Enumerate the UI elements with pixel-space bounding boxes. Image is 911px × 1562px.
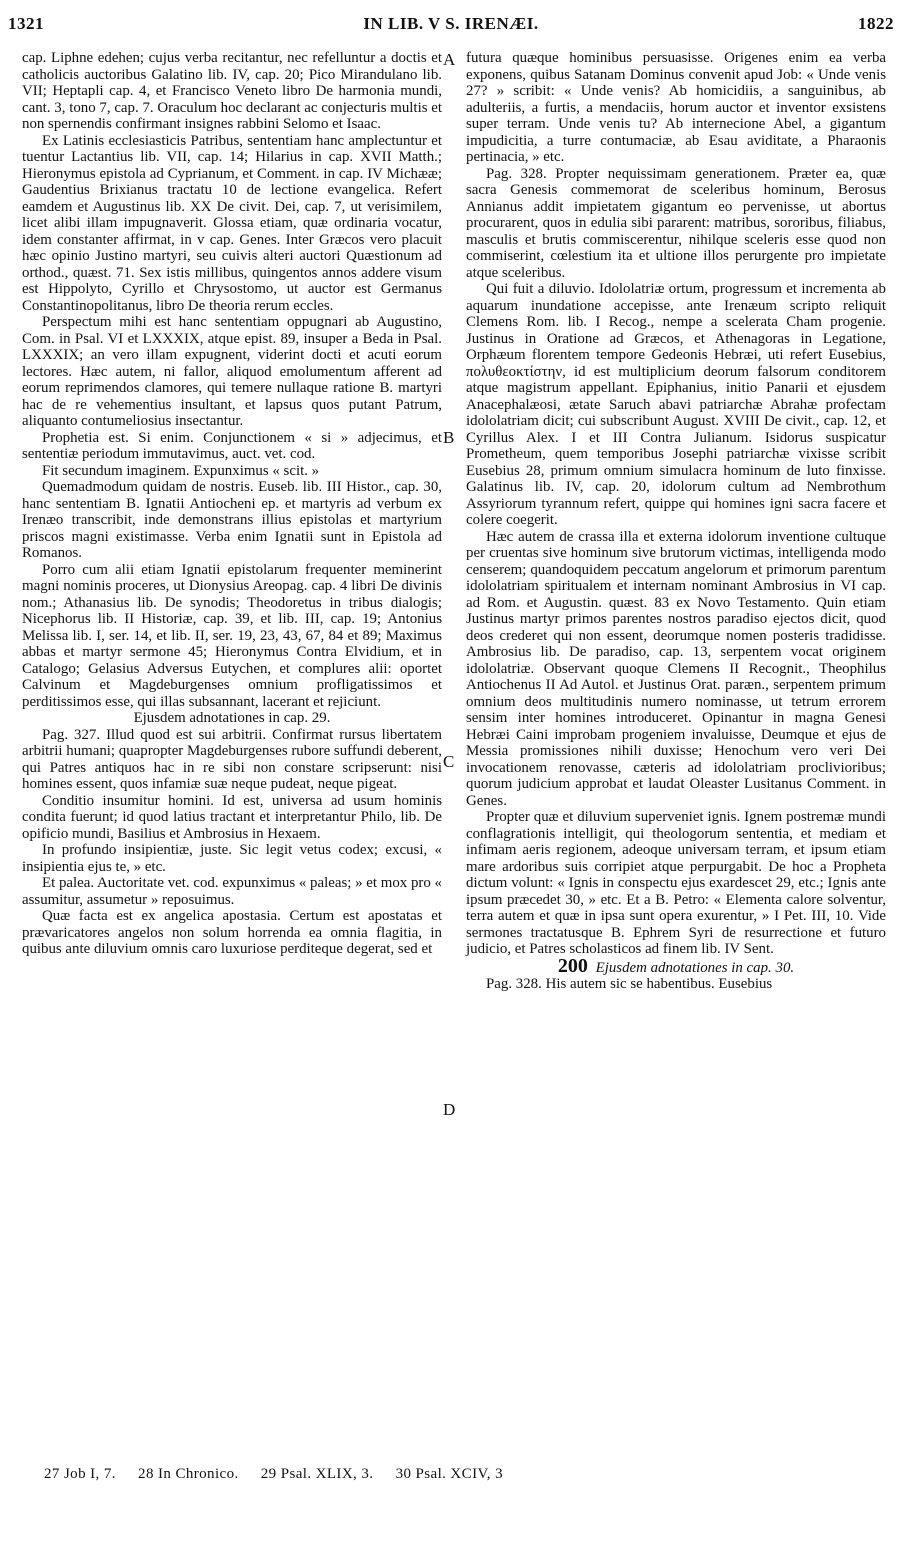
column-number-right: 1822: [858, 14, 894, 33]
paragraph: Pag. 327. Illud quod est sui arbitrii. Confirmat rursus libertatem arbitrii humani; quapropter Magdeburgenses rubore suffundi deberent, qui Patres antiquos hac in re sibi non constare scripserunt: nisi homines essent, quos infamiæ suæ neque pudeat, neque pigeat.: [22, 726, 442, 792]
paragraph: Porro cum alii etiam Ignatii epistolarum frequenter meminerint magni nominis proceres, ut Dionysius Areopag. cap. 4 libri De divinis nom.; Athanasius lib. De synodis; Theodoretus in tribus dialogis; Nicephorus lib. II Historiæ, cap. 39, et lib. III, cap. 19; Antonius Melissa lib. I, ser. 14, et lib. II, ser. 19, 23, 43, 67, 84 et 89; Maximus abbas et martyr sermone 45; Hieronymus Contra Elvidium, et in Catalogo; Gelasius Adversus Eutychen, et complures alii: oportet Calvinum et Magdeburgenses omnium profligatissimos et perditissimos esse, qui illas subsannant, lacerant et rejiciunt.: [22, 561, 442, 710]
footnote: 27 Job I, 7.: [44, 1466, 116, 1482]
footnote: 30 Psal. XCIV, 3: [395, 1466, 503, 1482]
paragraph: Prophetia est. Si enim. Conjunctionem « si » adjecimus, et sententiæ periodum immutavimus, auct. vet. cod.: [22, 429, 442, 462]
paragraph: Pag. 328. His autem sic se habentibus. Eusebius: [486, 976, 773, 992]
margin-marker: D: [443, 1100, 456, 1119]
paragraph: In profundo insipientiæ, juste. Sic legit vetus codex; excusi, « insipientia ejus te, » etc.: [22, 842, 442, 875]
right-column: [466, 50, 886, 993]
volume-page-number: 200: [557, 954, 588, 977]
page-header: [8, 14, 894, 40]
paragraph: Fit secundum imaginem. Expunximus « scit. »: [42, 462, 320, 479]
running-title: IN LIB. V S. IRENÆI.: [363, 14, 539, 33]
paragraph: Pag. 328. Propter nequissimam generationem. Præter ea, quæ sacra Genesis commemorat de sceleribus hominum, Berosus Annianus addit impietatem gigantum eo pervenisse, ut abortus procurarent, quos in edulia sibi pararent: matribus, sororibus, filiabus, masculis et brutis commiscerentur, nihilque sceleris esse quod non commiserint, cœlestium ita et ultione illos perurgente pro impietate atque sceleribus.: [466, 165, 886, 281]
section-heading: Ejusdem adnotationes in cap. 29.: [133, 710, 331, 726]
paragraph: cap. Liphne edehen; cujus verba recitantur, nec refelluntur a doctis et catholicis auctoribus Galatino lib. IV, cap. 20; Pico Mirandulano lib. VII; Heptapli cap. 4, et Francisco Veneto libro De harmonia mundi, cant. 3, tono 7, cap. 7. Oraculum hoc declarant ac conjecturis multis et non spernendis confirmant insignes rabbini Selomo et Isaac.: [22, 50, 442, 132]
paragraph: Hæc autem de crassa illa et externa idolorum inventione cultuque per cruentas sive hominum sive brutorum victimas, intelligenda modo censerem; quandoquidem peccatum angelorum et primorum parentum idololatriam spiritualem et internam nominant Ambrosius in VI cap. ad Rom. et Augustin. quæst. 83 ex Novo Testamento. Quin etiam Justinus martyr primos parentes nostros paradiso ejectos dicit, quod deos crederet qui non essent, deorumque nomen posteris tradidisse. Ambrosius lib. De paradiso, cap. 13, serpentem vocat originem idololatriæ. Observant quoque Clemens II Recognit., Theophilus Antiochenus II Ad Autol. et Justinus Orat. paræn., serpentem primum omnium deos multitudinis numero nominasse, ut tetrum errorem sensim inter homines introduceret. Opinantur in magna Genesi Hebræi Caini improbam progeniem invaluisse, Deumque et ejus de Messia promissiones nihili duxisse; Henochum vero veri Dei invocationem renovasse, cæteris ad idololatriam proclivioribus; quorum judicium approbat et laudat Oleaster Lusitanus Comment. in Genes.: [466, 528, 886, 809]
left-column: [22, 50, 442, 958]
paragraph: Ex Latinis ecclesiasticis Patribus, sententiam hanc amplectuntur et tuentur Lactantius lib. VII, cap. 14; Hilarius in cap. XVII Matth.; Hieronymus epistola ad Cyprianum, et Comment. in cap. IV Michææ; Gaudentius Brixianus tractatu 10 de lectione evangelica. Refert eamdem et Augustinus lib. XX De civit. Dei, cap. 7, ut verisimilem, licet alibi illam impugnaverit. Glossa etiam, quæ ordinaria vocatur, idem constanter affirmat, in v cap. Genes. Inter Græcos vero placuit hæc opinio Justino martyri, seu cuivis alteri auctori Quæstionum ad orthod., quæst. 71. Sex istis millibus, quingentos annos addere visum est Hippolyto, Cyrillo et Chrysostomo, ut auctor est Germanus Constantinopolitanus, libro De theoria rerum eccles.: [22, 132, 442, 314]
paragraph: Quæ facta est ex angelica apostasia. Certum est apostatas et prævaricatores angelos non solum horrenda ea omnia flagitia, in quibus ante diluvium omnis caro luxuriose perditeque degerat, sed et: [22, 908, 442, 957]
footnotes: [44, 1466, 521, 1483]
paragraph: Propter quæ et diluvium superveniet ignis. Ignem postremæ mundi conflagrationis intelligit, qui theologorum sententia, et mediam et infimam aeris regionem, adeoque universam terram, et ipsum etiam mare ardoribus suis corripiet atque perpurgabit. De hoc a Propheta dictum volunt: « Ignis in conspectu ejus exardescet 29, etc.; Ignis ante ipsum præcedet 30, » etc. Et a B. Petro: « Elementa calore solventur, terra autem et quæ in ipsa sunt opera exurentur, » I Pet. III, 10. Vide sermones tractatusque B. Ephrem Syri de resurrectione et futuro judicio, et Patres scholasticos ad finem lib. IV Sent.: [466, 809, 886, 957]
column-number-left: 1321: [8, 14, 44, 33]
section-heading-30: [466, 954, 886, 977]
paragraph: Conditio insumitur homini. Id est, universa ad usum hominis condita fuerunt; id quod latius tractant et interpretantur Philo, lib. De opificio mundi, Basilius et Ambrosius in Hexaem.: [22, 792, 442, 842]
margin-marker: A: [443, 50, 456, 69]
paragraph: Perspectum mihi est hanc sententiam oppugnari ab Augustino, Com. in Psal. VI et LXXXIX, atque epist. 89, insuper a Beda in Psal. LXXXIX; an vero illam expugnent, viderint docti et acuti eorum lectores. Hæc autem, ni fallor, aliquod emolumentum afferent ad eorum reprimendos clamores, qui temere nullaque ratione B. martyri hac de re vehementius insultant, et lapsus quos putant Patrum, aliquanto contumeliosius insectantur.: [22, 314, 442, 429]
paragraph: futura quæque hominibus persuasisse. Origenes enim ea verba exponens, quibus Satanam Dominus convenit apud Job: « Unde venis 27? » scribit: « Unde venis? Ab homicidiis, a sanguinibus, ab adulteriis, a furtis, a mendaciis, horum auctor et inventor exsistens super terram. Unde venis tu? Ab internecione Abel, a gigantum impudicitia, a turre contumaciæ, ab Esau aviditate, a Pharaonis pertinacia, » etc.: [466, 50, 886, 165]
paragraph: Qui fuit a diluvio. Idololatriæ ortum, progressum et incrementa ab aquarum inundatione accepisse, ante Irenæum scripto reliquit Clemens Rom. lib. I Recog., nempe a scelerata Cham progenie. Justinus in Oratione ad Græcos, et Athenagoras in Legatione, Orphæum florentem tempore Gedeonis Hebræi, uti refert Eusebius, πολυθεοκτίστην, id est multiplicium deorum falsorum conditorem atque magistrum appellant. Epiphanius, initio Panarii et ejusdem Anacephalæosi, ætate Saruch abavi patriarchæ Abrahæ profectam idololatriam dicit; cui subscribunt August. XVIII De civit., cap. 12, et Cyrillus Alex. I et III Contra Julianum. Isidorus suspicatur Prometheum, quem temporibus Josephi patriarchæ vixisse scribit Eusebius 28, primum omnium simulacra hominum de luto finxisse. Galatinus lib. IV, cap. 20, idolorum cultum ad Nembrothum Assyriorum tyrannum refert, quippe qui homines igni sacra facere et colere coegerit.: [466, 281, 886, 528]
footnote: 29 Psal. XLIX, 3.: [260, 1466, 374, 1482]
section-heading: Ejusdem adnotationes in cap. 30.: [595, 959, 795, 976]
paragraph: Et palea. Auctoritate vet. cod. expunximus « paleas; » et mox pro « assumitur, assumetur » reposuimus.: [22, 875, 442, 908]
footnote: 28 In Chronico.: [138, 1466, 239, 1482]
margin-marker: B: [443, 428, 455, 447]
paragraph: Quemadmodum quidam de nostris. Euseb. lib. III Histor., cap. 30, hanc sententiam B. Ignatii Antiocheni ep. et martyris ad verbum ex Irenæo transcribit, inde demonstrans illius epistolas et martyrium priscos magni existimasse. Verba enim Ignatii sunt in Epistola ad Romanos.: [22, 479, 442, 561]
margin-marker: C: [443, 752, 455, 771]
